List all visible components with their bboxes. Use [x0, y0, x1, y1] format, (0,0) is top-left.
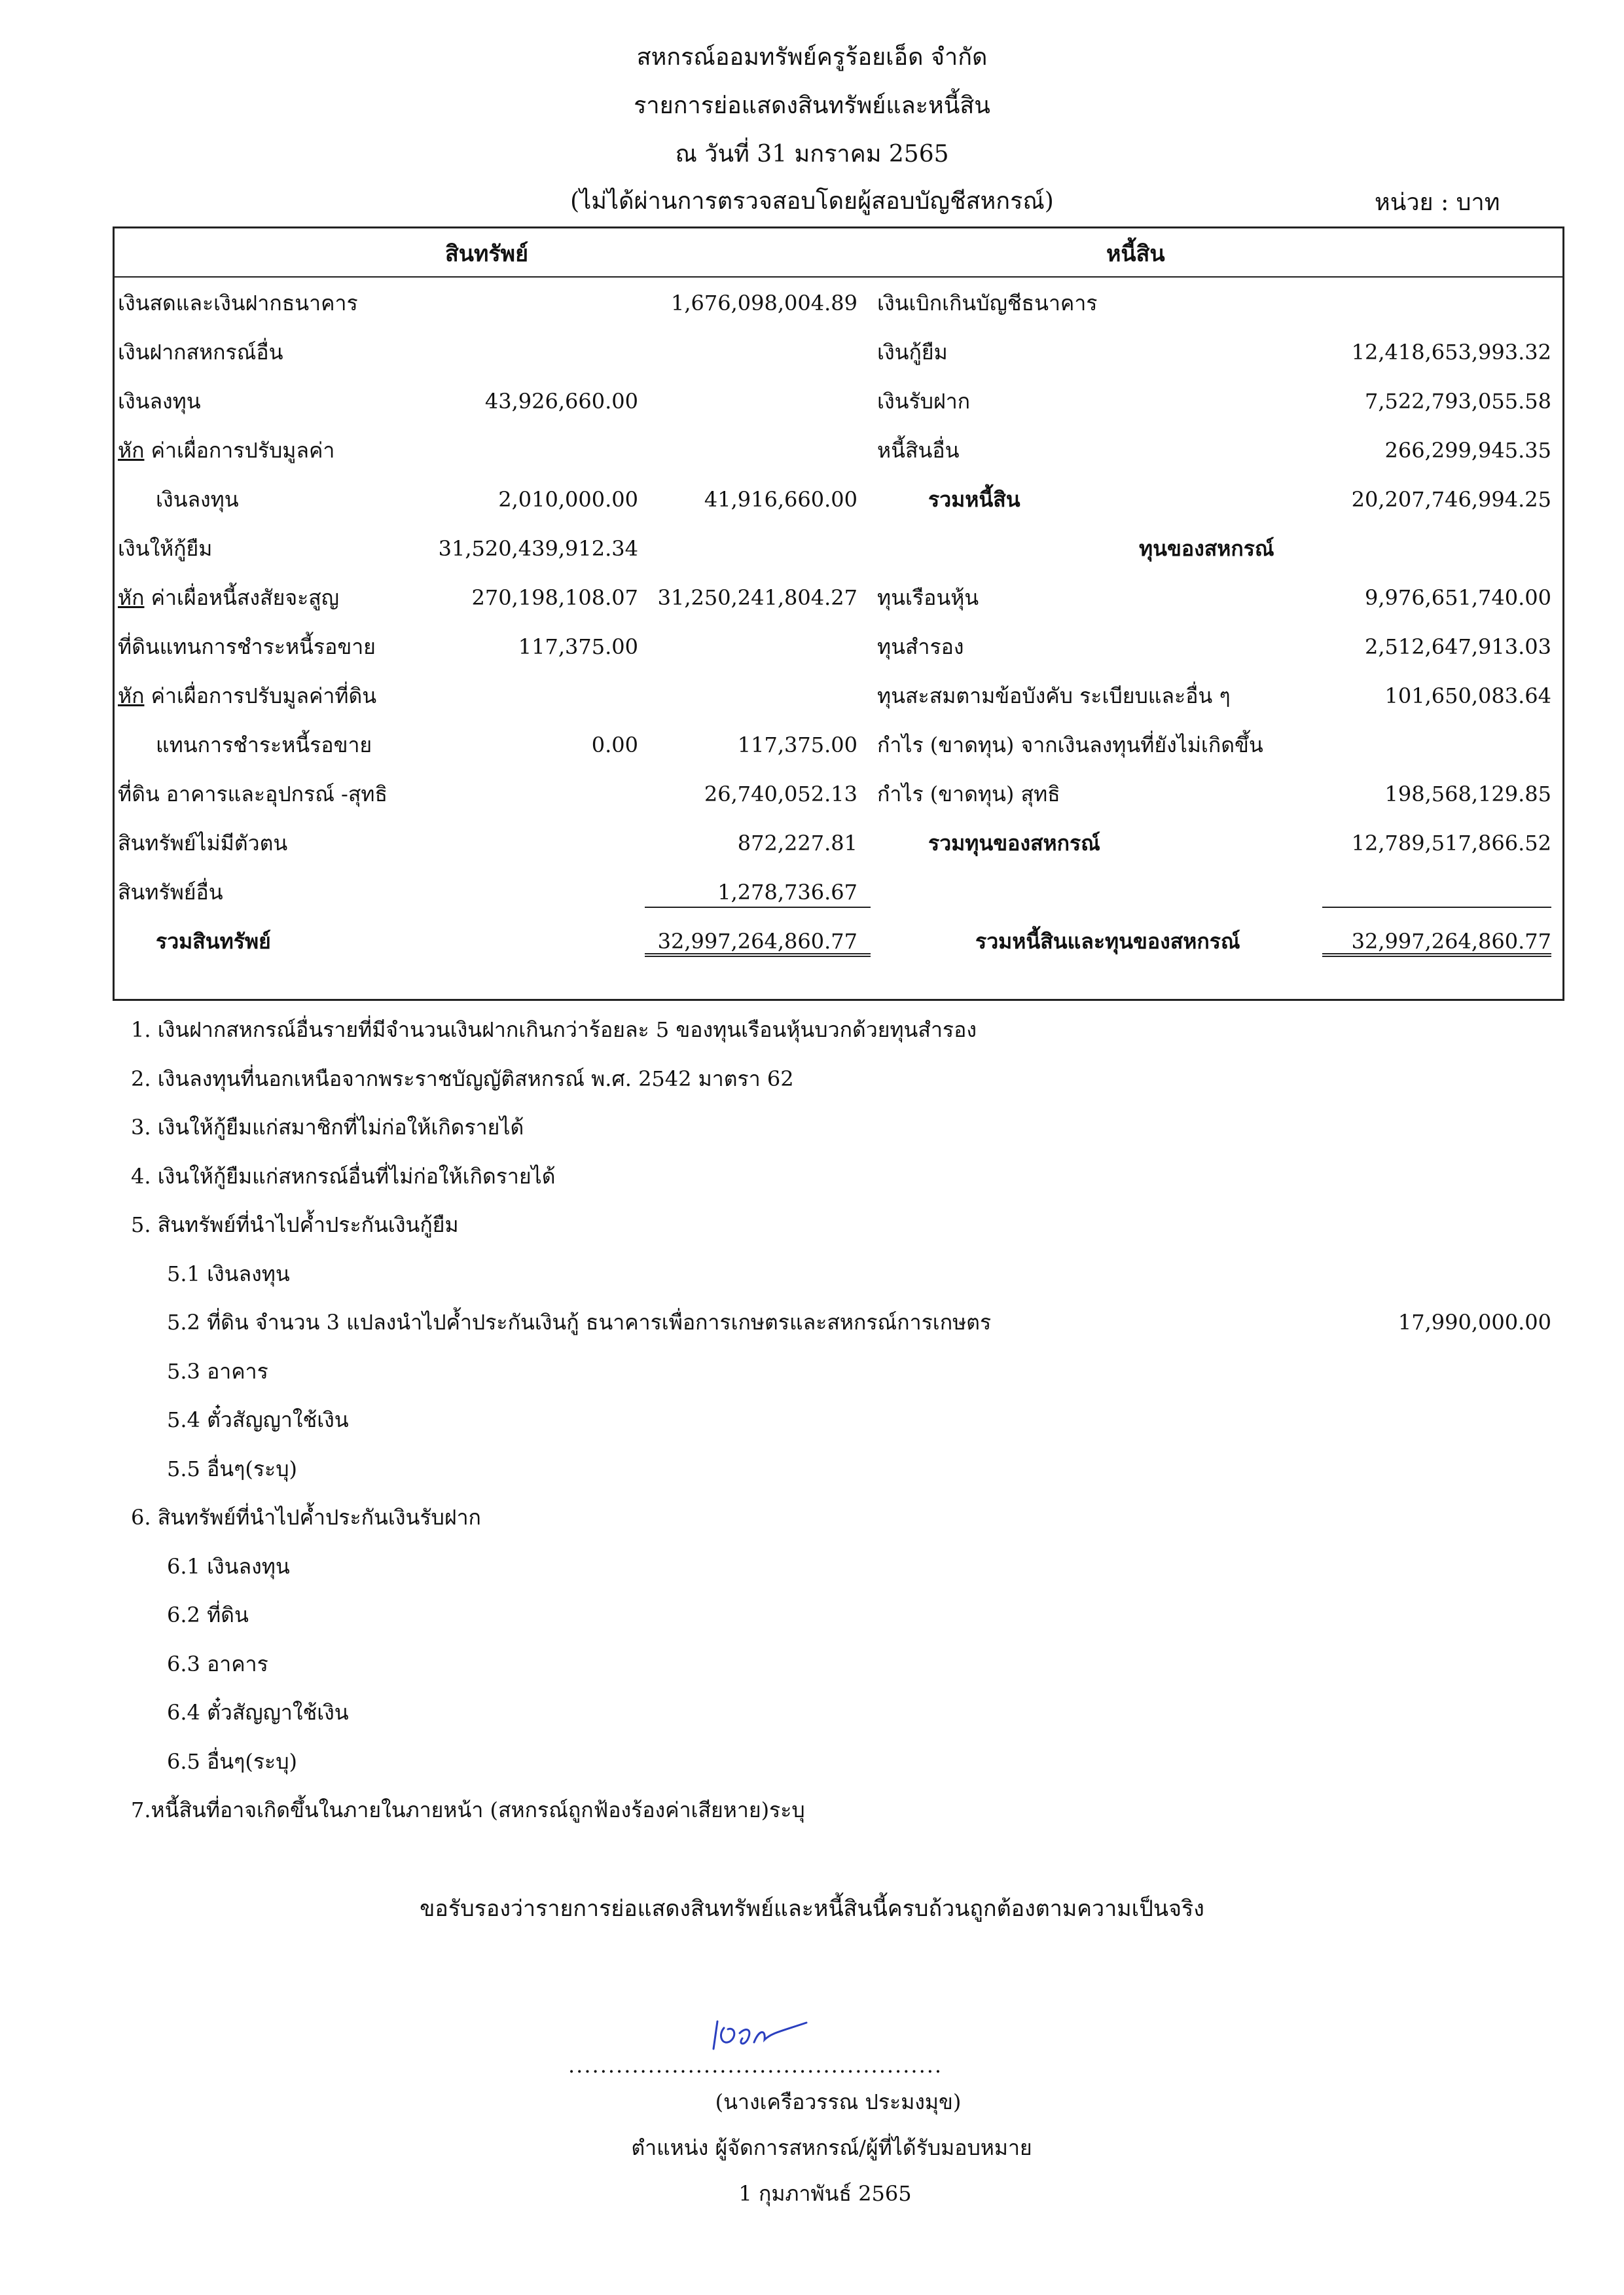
liability-label: ทุนสำรอง: [877, 634, 964, 659]
note-item: [167, 1306, 991, 1339]
note-text: 1. เงินฝากสหกรณ์อื่นรายที่มีจำนวนเงินฝากเกินกว่าร้อยละ 5 ของทุนเรือนหุ้นบวกด้วยทุนสำรอง: [131, 1017, 977, 1042]
asset-label-text: เงินฝากสหกรณ์อื่น: [118, 340, 283, 365]
asset-row: [118, 729, 877, 761]
liability-label: เงินรับฝาก: [877, 389, 971, 414]
deduct-marker: หัก: [118, 683, 145, 708]
liability-label: รวมหนี้สินและทุนของสหกรณ์: [975, 929, 1240, 954]
note-text: 2. เงินลงทุนที่นอกเหนือจากพระราชบัญญัติสหกรณ์ พ.ศ. 2542 มาตรา 62: [131, 1066, 794, 1091]
document-title: รายการย่อแสดงสินทรัพย์และหนี้สิน: [634, 92, 990, 119]
liability-amount: 12,789,517,866.52: [1351, 831, 1551, 856]
asset-row: [118, 532, 877, 565]
liability-label: รวมทุนของสหกรณ์: [928, 831, 1100, 856]
liability-row: [877, 336, 1551, 369]
note-text: 6.5 อื่นๆ(ระบุ): [167, 1748, 297, 1774]
deduct-marker: หัก: [118, 438, 145, 463]
asset-row: [118, 876, 877, 909]
asset-amount-net: 32,997,264,860.77: [657, 929, 857, 954]
asset-label-text: ค่าเผื่อการปรับมูลค่าที่ดิน: [144, 683, 377, 708]
liability-label: ทุนสะสมตามข้อบังคับ ระเบียบและอื่น ๆ: [877, 683, 1231, 708]
liability-amount: 198,568,129.85: [1384, 782, 1551, 806]
liability-amount: 2,512,647,913.03: [1365, 634, 1551, 659]
note-text: 6.4 ตั๋วสัญญาใช้เงิน: [167, 1700, 349, 1725]
asset-row: [118, 483, 877, 516]
liability-amount: 32,997,264,860.77: [1351, 929, 1551, 954]
liability-amount: 9,976,651,740.00: [1365, 585, 1551, 610]
liability-label: หนี้สินอื่น: [877, 438, 960, 463]
asset-row: [118, 434, 877, 467]
note-text: 5.5 อื่นๆ(ระบุ): [167, 1456, 297, 1481]
liability-amount: 101,650,083.64: [1384, 683, 1551, 708]
assets-total-double-rule: [645, 953, 871, 957]
note-text: 4. เงินให้กู้ยืมแก่สหกรณ์อื่นที่ไม่ก่อให้เกิดรายได้: [131, 1163, 556, 1189]
signature-line: ...............................................: [568, 2053, 943, 2078]
asset-amount-gross: 31,520,439,912.34: [438, 536, 638, 561]
liability-amount: 20,207,746,994.25: [1351, 487, 1551, 512]
note-item: [167, 1648, 268, 1680]
asset-label-text: รวมสินทรัพย์: [156, 929, 271, 954]
asset-label-text: ที่ดิน อาคารและอุปกรณ์ -สุทธิ: [118, 782, 388, 806]
liability-label: ทุนเรือนหุ้น: [877, 585, 979, 610]
asset-row: [118, 287, 877, 319]
audit-status-note: (ไม่ได้ผ่านการตรวจสอบโดยผู้สอบบัญชีสหกรณ์): [570, 188, 1054, 215]
liability-row: [877, 876, 1551, 909]
note-text: 7.หนี้สินที่อาจเกิดขึ้นในภายในภายหน้า (สหกรณ์ถูกฟ้องร้องค่าเสียหาย)ระบุ: [131, 1798, 805, 1822]
document-date: ณ วันที่ 31 มกราคม 2565: [675, 141, 949, 168]
asset-amount-net: 872,227.81: [737, 831, 857, 856]
assets-column-header: สินทรัพย์: [445, 241, 529, 267]
asset-amount-net: 41,916,660.00: [704, 487, 857, 512]
asset-label-text: เงินสดและเงินฝากธนาคาร: [118, 291, 358, 316]
note-text: 6. สินทรัพย์ที่นำไปค้ำประกันเงินรับฝาก: [131, 1505, 481, 1530]
note-item: [131, 1794, 805, 1826]
note-text: 5.1 เงินลงทุน: [167, 1261, 290, 1286]
liability-row: [877, 483, 1551, 516]
asset-amount-gross: 43,926,660.00: [484, 389, 638, 414]
note-item: [131, 1013, 977, 1046]
asset-amount-net: 1,278,736.67: [717, 880, 857, 905]
asset-amount-gross: 2,010,000.00: [498, 487, 638, 512]
note-item: [131, 1501, 481, 1534]
asset-amount-net: 1,676,098,004.89: [671, 291, 857, 316]
liability-label: เงินกู้ยืม: [877, 340, 948, 365]
asset-label-text: ที่ดินแทนการชำระหนี้รอขาย: [118, 634, 376, 659]
asset-label-text: เงินลงทุน: [156, 487, 239, 512]
note-item: [167, 1355, 268, 1388]
note-item: [167, 1745, 297, 1778]
liability-amount: 266,299,945.35: [1384, 438, 1551, 463]
asset-row: [118, 336, 877, 369]
asset-label-text: ค่าเผื่อการปรับมูลค่า: [144, 438, 335, 463]
asset-row: [118, 778, 877, 810]
note-item: [167, 1257, 290, 1290]
deduct-marker: หัก: [118, 585, 145, 610]
liabilities-subtotal-rule: [1322, 907, 1551, 908]
liability-row: [877, 581, 1551, 614]
asset-label-text: เงินให้กู้ยืม: [118, 536, 213, 561]
note-item: [131, 1208, 459, 1241]
asset-label: [118, 434, 334, 467]
note-text: 5. สินทรัพย์ที่นำไปค้ำประกันเงินกู้ยืม: [131, 1212, 459, 1237]
liability-row: [877, 729, 1551, 761]
note-text: 6.2 ที่ดิน: [167, 1602, 249, 1627]
note-amount: 17,990,000.00: [1398, 1310, 1551, 1335]
note-item: [131, 1111, 524, 1144]
asset-row: [118, 581, 877, 614]
signer-name: (นางเครือวรรณ ประมงมุข): [715, 2089, 962, 2114]
liability-row: [877, 434, 1551, 467]
asset-amount-net: 117,375.00: [737, 732, 857, 757]
liability-row: [877, 287, 1551, 319]
note-item: [167, 1550, 290, 1583]
note-item: [167, 1599, 249, 1631]
asset-label: [118, 336, 283, 369]
asset-amount-gross: 270,198,108.07: [471, 585, 638, 610]
asset-row: [118, 827, 877, 859]
unit-label: หน่วย : บาท: [1375, 189, 1500, 216]
liability-label: เงินเบิกเกินบัญชีธนาคาร: [877, 291, 1098, 316]
asset-label-text: สินทรัพย์ไม่มีตัวตน: [118, 831, 288, 856]
liability-label: รวมหนี้สิน: [928, 487, 1020, 512]
table-header-divider: [113, 276, 1564, 278]
note-text: 5.4 ตั๋วสัญญาใช้เงิน: [167, 1407, 349, 1432]
note-item: [131, 1160, 556, 1193]
asset-row: [118, 630, 877, 663]
asset-label-text: แทนการชำระหนี้รอขาย: [156, 732, 372, 757]
liability-label: กำไร (ขาดทุน) จากเงินลงทุนที่ยังไม่เกิดขึ้น: [877, 732, 1263, 757]
liabilities-column-header: หนี้สิน: [1106, 241, 1165, 267]
note-item: [131, 1062, 794, 1095]
liability-row: [877, 679, 1551, 712]
asset-label-text: เงินลงทุน: [118, 389, 201, 414]
liability-row: [877, 385, 1551, 418]
certification-statement: ขอรับรองว่ารายการย่อแสดงสินทรัพย์และหนี้สินนี้ครบถ้วนถูกต้องตามความเป็นจริง: [420, 1896, 1204, 1922]
assets-subtotal-rule: [645, 907, 871, 908]
asset-amount-gross: 117,375.00: [518, 634, 638, 659]
asset-row: [118, 679, 877, 712]
liability-row: [877, 532, 1551, 565]
note-text: 5.2 ที่ดิน จำนวน 3 แปลงนำไปค้ำประกันเงินกู้ ธนาคารเพื่อการเกษตรและสหกรณ์การเกษตร: [167, 1310, 992, 1335]
note-text: 6.1 เงินลงทุน: [167, 1553, 290, 1579]
note-text: 5.3 อาคาร: [167, 1358, 268, 1384]
asset-label-text: สินทรัพย์อื่น: [118, 880, 223, 905]
liability-amount: 12,418,653,993.32: [1351, 340, 1551, 365]
liability-row: [877, 827, 1551, 859]
note-text: 6.3 อาคาร: [167, 1651, 268, 1676]
asset-amount-net: 31,250,241,804.27: [657, 585, 857, 610]
asset-amount-gross: 0.00: [591, 732, 638, 757]
liability-label: กำไร (ขาดทุน) สุทธิ: [877, 782, 1060, 806]
note-item: [167, 1453, 297, 1485]
cooperative-name: สหกรณ์ออมทรัพย์ครูร้อยเอ็ด จำกัด: [636, 44, 988, 71]
liability-row: [877, 778, 1551, 810]
signer-position: ตำแหน่ง ผู้จัดการสหกรณ์/ผู้ที่ได้รับมอบหมาย: [631, 2135, 1032, 2160]
signature-date: 1 กุมภาพันธ์ 2565: [738, 2181, 912, 2206]
asset-label-text: ค่าเผื่อหนี้สงสัยจะสูญ: [144, 585, 340, 610]
note-item: [167, 1696, 349, 1729]
liability-row: [877, 630, 1551, 663]
asset-row: [118, 385, 877, 418]
liabilities-total-double-rule: [1322, 953, 1551, 957]
note-text: 3. เงินให้กู้ยืมแก่สมาชิกที่ไม่ก่อให้เกิดรายได้: [131, 1115, 524, 1140]
liability-amount: 7,522,793,055.58: [1365, 389, 1551, 414]
asset-amount-net: 26,740,052.13: [704, 782, 857, 806]
note-item: [167, 1403, 349, 1436]
liability-label: ทุนของสหกรณ์: [1139, 536, 1274, 561]
asset-label: [118, 679, 376, 712]
